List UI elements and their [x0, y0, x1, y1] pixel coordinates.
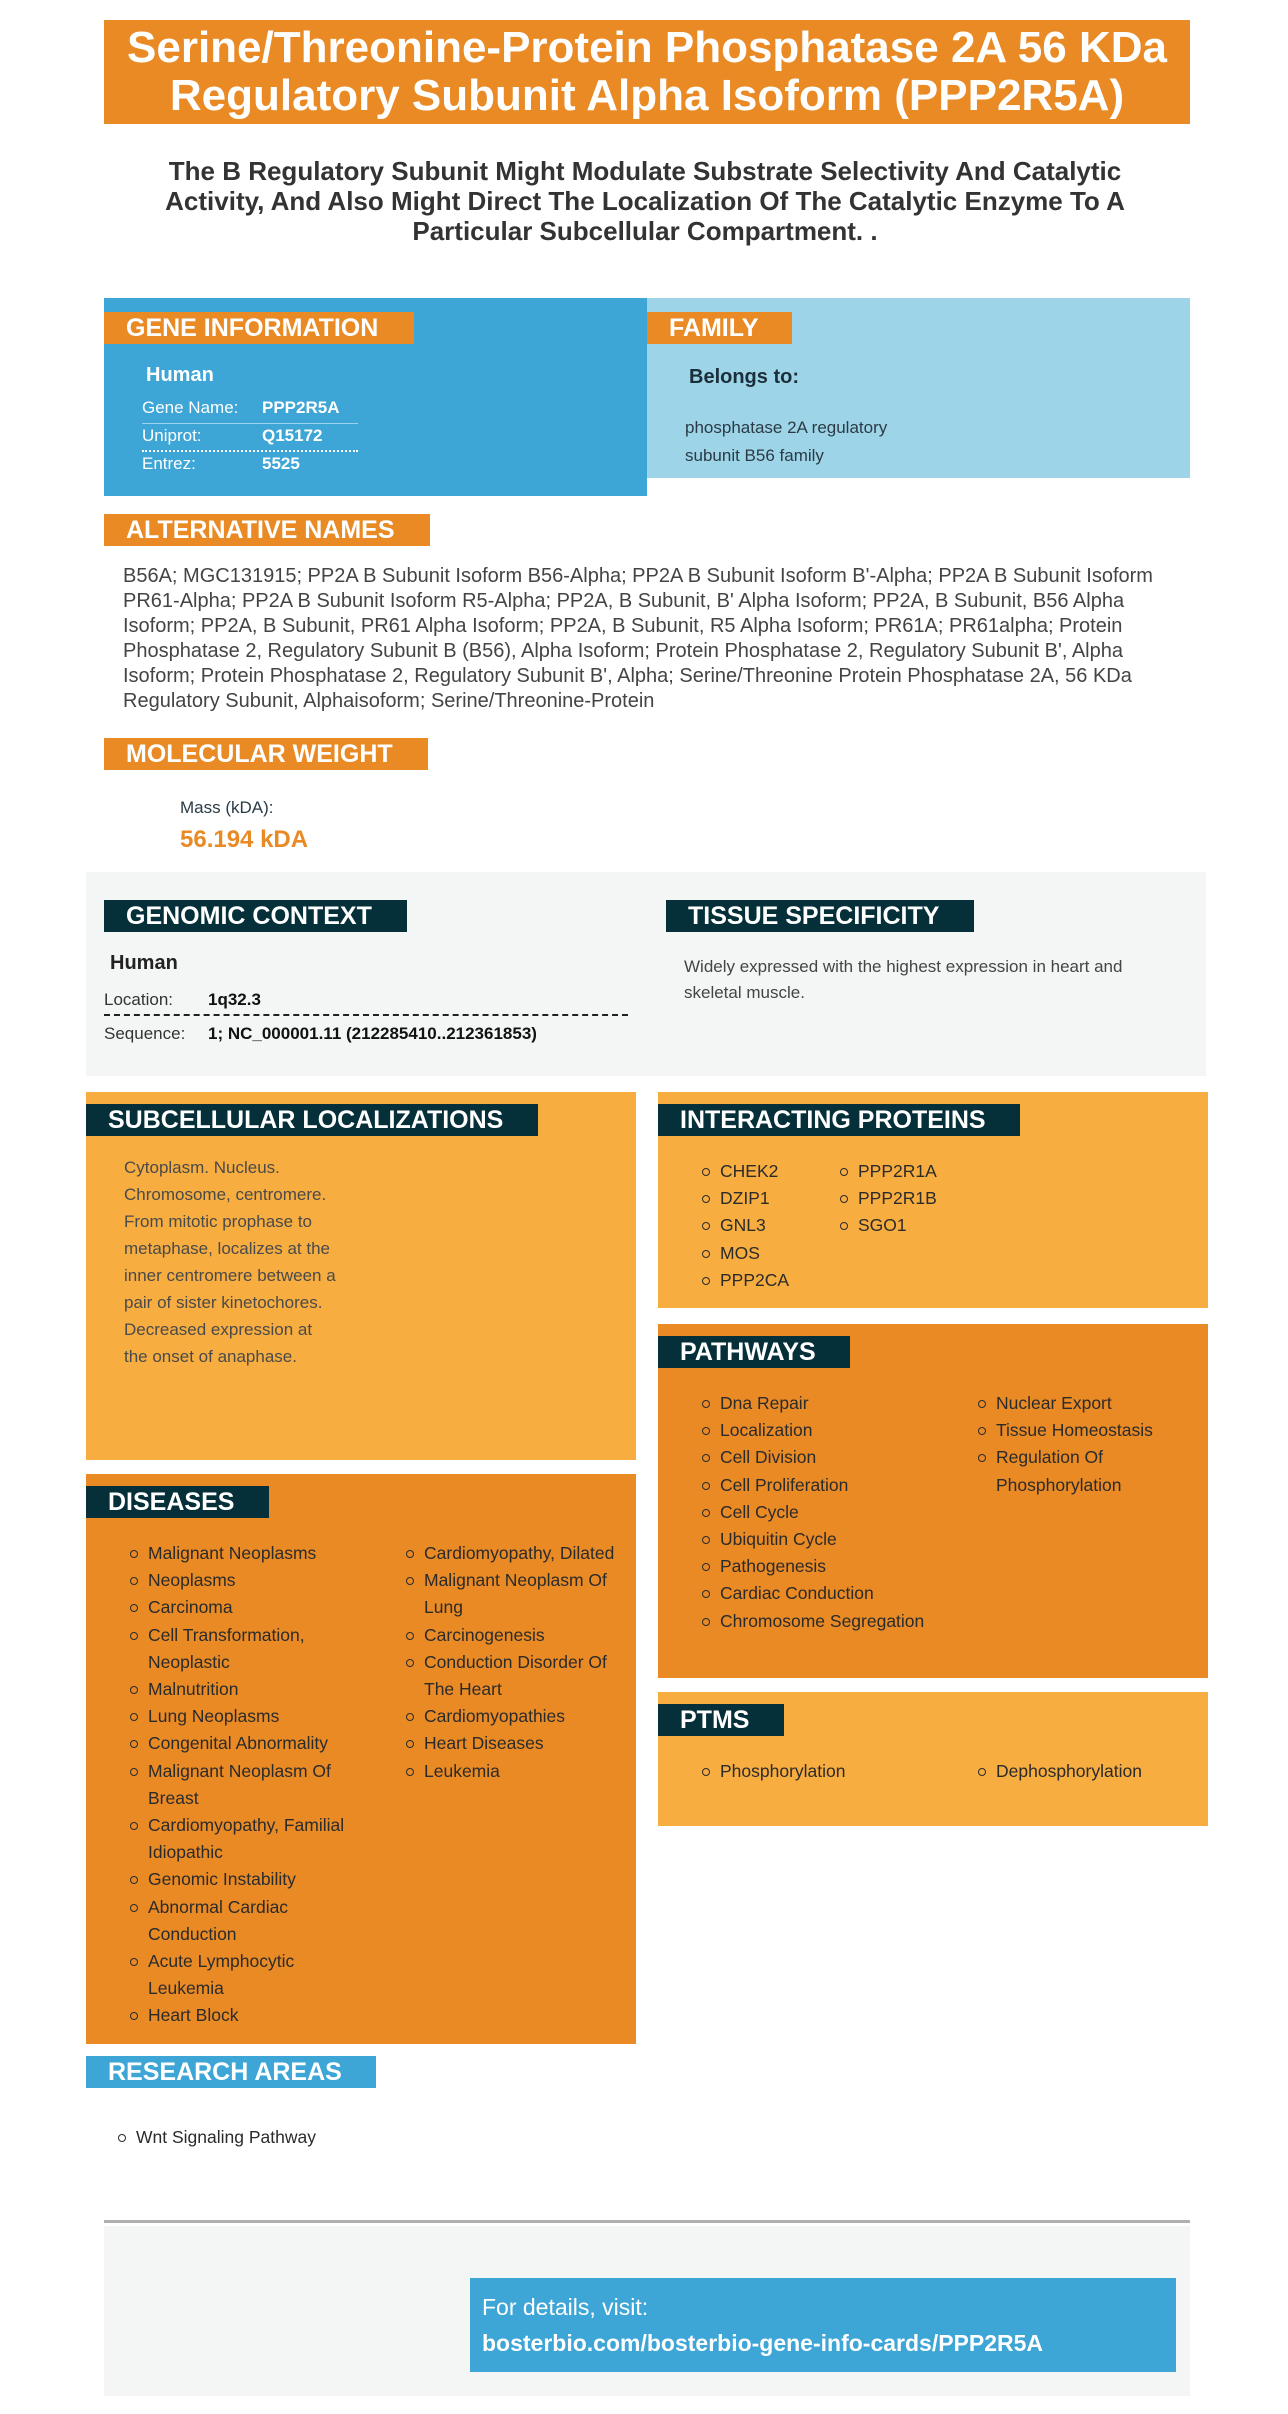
mass-label: Mass (kDA): [180, 798, 274, 817]
gene-name-label: Gene Name: [142, 398, 239, 417]
pathway-item: Chromosome Segregation [698, 1608, 928, 1635]
protein-function-summary: The B Regulatory Subunit Might Modulate Substrate Selectivity And Catalytic Activity, And Also Might Direct The Localization Of The Catalytic Enzyme To A Particular Subcellular Compartment. . [165, 156, 1125, 246]
tissue-specificity-heading: TISSUE SPECIFICITY [666, 900, 974, 932]
disease-item: Congenital Abnormality [126, 1730, 356, 1757]
interacting-proteins-list-col2 [836, 1158, 976, 1240]
disease-item: Carcinoma [126, 1594, 356, 1621]
family-panel [647, 298, 1190, 478]
disease-item: Genomic Instability [126, 1866, 356, 1893]
genomic-species: Human [110, 952, 178, 974]
disease-item: Malignant Neoplasms [126, 1540, 356, 1567]
gene-information-panel [104, 298, 647, 496]
disease-item: Leukemia [402, 1758, 630, 1785]
ptm-item: Phosphorylation [698, 1758, 928, 1785]
gene-information-heading: GENE INFORMATION [104, 312, 414, 344]
research-area-item: Wnt Signaling Pathway [114, 2124, 514, 2151]
subcellular-localizations-panel [86, 1092, 636, 1460]
location-row [104, 986, 628, 1016]
disease-item: Neoplasms [126, 1567, 356, 1594]
pathway-item: Cell Division [698, 1444, 928, 1471]
pathway-item: Cell Cycle [698, 1499, 928, 1526]
interacting-proteins-heading: INTERACTING PROTEINS [658, 1104, 1020, 1136]
disease-item: Cardiomyopathy, Familial Idiopathic [126, 1812, 356, 1866]
disease-item: Cell Transformation, Neoplastic [126, 1622, 356, 1676]
research-areas-list [114, 2124, 514, 2151]
genomic-context-panel [86, 872, 1206, 1076]
sequence-row [104, 1022, 644, 1048]
gene-name-value: PPP2R5A [262, 398, 340, 417]
pathway-item: Nuclear Export [974, 1390, 1202, 1417]
sequence-value: 1; NC_000001.11 (212285410..212361853) [208, 1024, 537, 1043]
details-link-box[interactable] [470, 2278, 1176, 2372]
interacting-proteins-list-col1 [698, 1158, 828, 1294]
disease-item: Abnormal Cardiac Conduction [126, 1894, 356, 1948]
research-areas-heading: RESEARCH AREAS [86, 2056, 376, 2088]
disease-item: Conduction Disorder Of The Heart [402, 1649, 630, 1703]
disease-item: Carcinogenesis [402, 1622, 630, 1649]
family-description [685, 414, 887, 470]
diseases-list-col2 [402, 1540, 630, 1785]
gene-species: Human [146, 364, 214, 386]
interacting-protein-item: DZIP1 [698, 1185, 828, 1212]
details-prompt: For details, visit: [482, 2294, 649, 2320]
entrez-row [142, 454, 358, 480]
ptm-item: Dephosphorylation [974, 1758, 1202, 1785]
disease-item: Cardiomyopathies [402, 1703, 630, 1730]
details-url-link[interactable]: bosterbio.com/bosterbio-gene-info-cards/PPP2R5A [482, 2330, 1044, 2356]
pathway-item: Tissue Homeostasis [974, 1417, 1202, 1444]
page-title: Serine/Threonine-Protein Phosphatase 2A 56 KDa Regulatory Subunit Alpha Isoform (PPP2R5A) [104, 20, 1190, 124]
disease-item: Cardiomyopathy, Dilated [402, 1540, 630, 1567]
diseases-heading: DISEASES [86, 1486, 269, 1518]
interacting-protein-item: GNL3 [698, 1212, 828, 1239]
footer-divider [104, 2220, 1190, 2223]
interacting-protein-item: PPP2CA [698, 1267, 828, 1294]
pathways-list-col1 [698, 1390, 928, 1635]
pathway-item: Ubiquitin Cycle [698, 1526, 928, 1553]
family-description-line: phosphatase 2A regulatory [685, 418, 888, 437]
ptms-panel [658, 1692, 1208, 1826]
family-heading: FAMILY [647, 312, 792, 344]
pathways-list-col2 [974, 1390, 1202, 1499]
uniprot-value: Q15172 [262, 426, 323, 445]
interacting-protein-item: SGO1 [836, 1212, 976, 1239]
subcellular-localizations-heading: SUBCELLULAR LOCALIZATIONS [86, 1104, 538, 1136]
genomic-context-heading: GENOMIC CONTEXT [104, 900, 407, 932]
family-description-line: subunit B56 family [685, 446, 824, 465]
subcellular-localizations-text: Cytoplasm. Nucleus. Chromosome, centromere. From mitotic prophase to metaphase, localizes at the inner centromere between a pair of sister kinetochores. Decreased expression at the onset of anaphase. [124, 1158, 336, 1366]
uniprot-row [142, 426, 358, 452]
disease-item: Heart Block [126, 2002, 356, 2029]
interacting-protein-item: CHEK2 [698, 1158, 828, 1185]
pathway-item: Localization [698, 1417, 928, 1444]
diseases-list-col1 [126, 1540, 356, 2030]
ptms-list-col1 [698, 1758, 928, 1785]
interacting-protein-item: PPP2R1A [836, 1158, 976, 1185]
entrez-label: Entrez: [142, 454, 196, 473]
interacting-proteins-panel [658, 1092, 1208, 1308]
interacting-protein-item: MOS [698, 1240, 828, 1267]
entrez-value: 5525 [262, 454, 300, 473]
alternative-names-text: B56A; MGC131915; PP2A B Subunit Isoform B56-Alpha; PP2A B Subunit Isoform B'-Alpha; PP2A B Subunit Isoform PR61-Alpha; PP2A B Subunit Isoform R5-Alpha; PP2A, B Subunit, B' Alpha Isoform; PP2A, B Subunit, B56 Alpha Isoform; PP2A, B Subunit, PR61 Alpha Isoform; PP2A, B Subunit, R5 Alpha Isoform; PR61A; PR61alpha; Protein Phosphatase 2, Regulatory Subunit B (B56), Alpha Isoform; Protein Phosphatase 2, Regulatory Subunit B', Alpha Isoform; Protein Phosphatase 2, Regulatory Subunit B', Alpha; Serine/Threonine Protein Phosphatase 2A, 56 KDa Regulatory Subunit, Alphaisoform; Serine/Threonine-Protein [123, 565, 1153, 712]
pathways-panel [658, 1324, 1208, 1678]
family-belongs-label: Belongs to: [689, 366, 799, 388]
pathway-item: Cardiac Conduction [698, 1580, 928, 1607]
pathways-heading: PATHWAYS [658, 1336, 850, 1368]
tissue-specificity-text: Widely expressed with the highest expression in heart and skeletal muscle. [684, 957, 1123, 1002]
uniprot-label: Uniprot: [142, 426, 202, 445]
alternative-names-heading: ALTERNATIVE NAMES [104, 514, 430, 546]
disease-item: Lung Neoplasms [126, 1703, 356, 1730]
location-value: 1q32.3 [208, 990, 261, 1009]
ptms-list-col2 [974, 1758, 1202, 1785]
location-label: Location: [104, 990, 173, 1009]
pathway-item: Regulation Of Phosphorylation [974, 1444, 1202, 1498]
pathway-item: Pathogenesis [698, 1553, 928, 1580]
pathway-item: Dna Repair [698, 1390, 928, 1417]
ptms-heading: PTMS [658, 1704, 784, 1736]
disease-item: Malignant Neoplasm Of Breast [126, 1758, 356, 1812]
pathway-item: Cell Proliferation [698, 1472, 928, 1499]
interacting-protein-item: PPP2R1B [836, 1185, 976, 1212]
diseases-panel [86, 1474, 636, 2044]
disease-item: Malignant Neoplasm Of Lung [402, 1567, 630, 1621]
gene-name-row [142, 398, 358, 424]
disease-item: Heart Diseases [402, 1730, 630, 1757]
molecular-weight-heading: MOLECULAR WEIGHT [104, 738, 428, 770]
sequence-label: Sequence: [104, 1024, 186, 1043]
disease-item: Acute Lymphocytic Leukemia [126, 1948, 356, 2002]
disease-item: Malnutrition [126, 1676, 356, 1703]
mass-value: 56.194 kDA [180, 826, 309, 853]
